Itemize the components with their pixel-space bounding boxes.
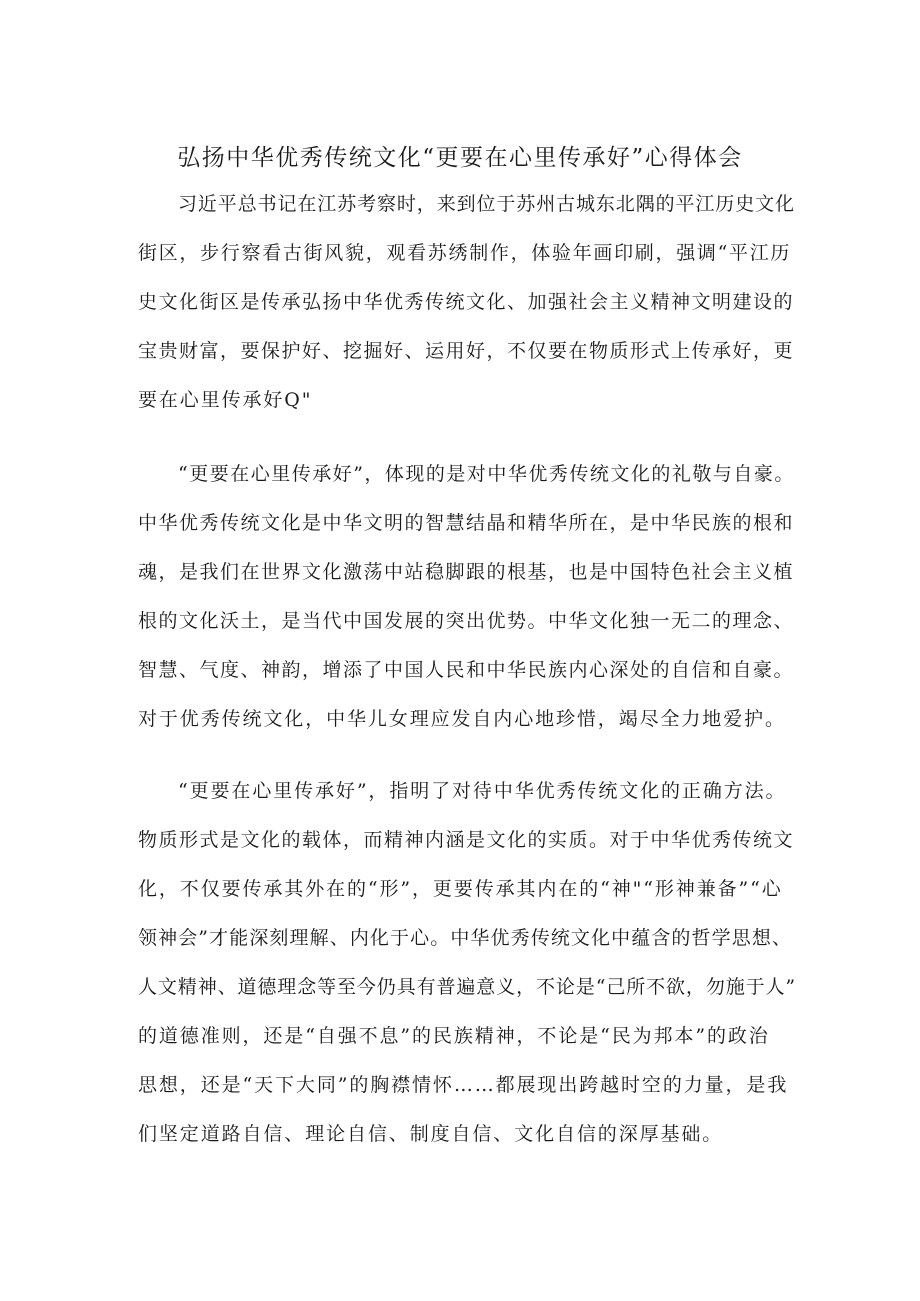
paragraph-line: 智慧、气度、神韵，增添了中国人民和中华民族内心深处的自信和自豪。 [138,659,795,681]
paragraph-line: 人文精神、道德理念等至今仍具有普遍意义，不论是“己所不欲，勿施于人” [138,976,797,998]
paragraph-line: 领神会”才能深刻理解、内化于心。中华优秀传统文化中蕴含的哲学思想、 [138,927,793,949]
paragraph [138,767,796,1159]
paragraph-line: 们坚定道路自信、理论自信、制度自信、文化自信的深厚基础。 [138,1123,724,1145]
paragraph-line: “更要在心里传承好”，体现的是对中华优秀传统文化的礼敬与自豪。 [178,463,795,485]
paragraph-line: 对于优秀传统文化，中华儿女理应发自内心地珍惜，竭尽全力地爱护。 [138,708,786,730]
paragraph-line: 街区，步行察看古街风貌，观看苏绣制作，体验年画印刷，强调“平江历 [138,242,792,264]
paragraph-line: “更要在心里传承好”，指明了对待中华优秀传统文化的正确方法。 [178,780,787,802]
paragraph-line: 中华优秀传统文化是中华文明的智慧结晶和精华所在，是中华民族的根和 [138,512,795,534]
paragraph-line: 化，不仅要传承其外在的“形”，更要传承其内在的“神"“形神兼备”“心 [138,878,783,900]
paragraph-line: 根的文化沃土，是当代中国发展的突出优势。中华文化独一无二的理念、 [138,610,795,632]
paragraph-line: 习近平总书记在江苏考察时，来到位于苏州古城东北隅的平江历史文化 [178,193,795,215]
paragraph [138,450,796,744]
paragraph-line: 魂，是我们在世界文化激荡中站稳脚跟的根基，也是中国特色社会主义植 [138,561,795,583]
paragraph [138,180,796,425]
paragraph-line: 的道德准则，还是“自强不息”的民族精神，不论是“民为邦本”的政治 [138,1025,770,1047]
paragraph-line: 思想，还是“天下大同”的胸襟情怀……都展现出跨越时空的力量，是我 [138,1074,789,1096]
paragraph-line: 宝贵财富，要保护好、挖掘好、运用好，不仅要在物质形式上传承好，更 [138,340,795,362]
paragraph-line: 要在心里传承好Q" [138,389,313,411]
paragraph-line: 史文化街区是传承弘扬中华优秀传统文化、加强社会主义精神文明建设的 [138,291,795,313]
paragraph-line: 物质形式是文化的载体，而精神内涵是文化的实质。对于中华优秀传统文 [138,829,795,851]
document-title: 弘扬中华优秀传统文化“更要在心里传承好”心得体会 [177,145,743,171]
